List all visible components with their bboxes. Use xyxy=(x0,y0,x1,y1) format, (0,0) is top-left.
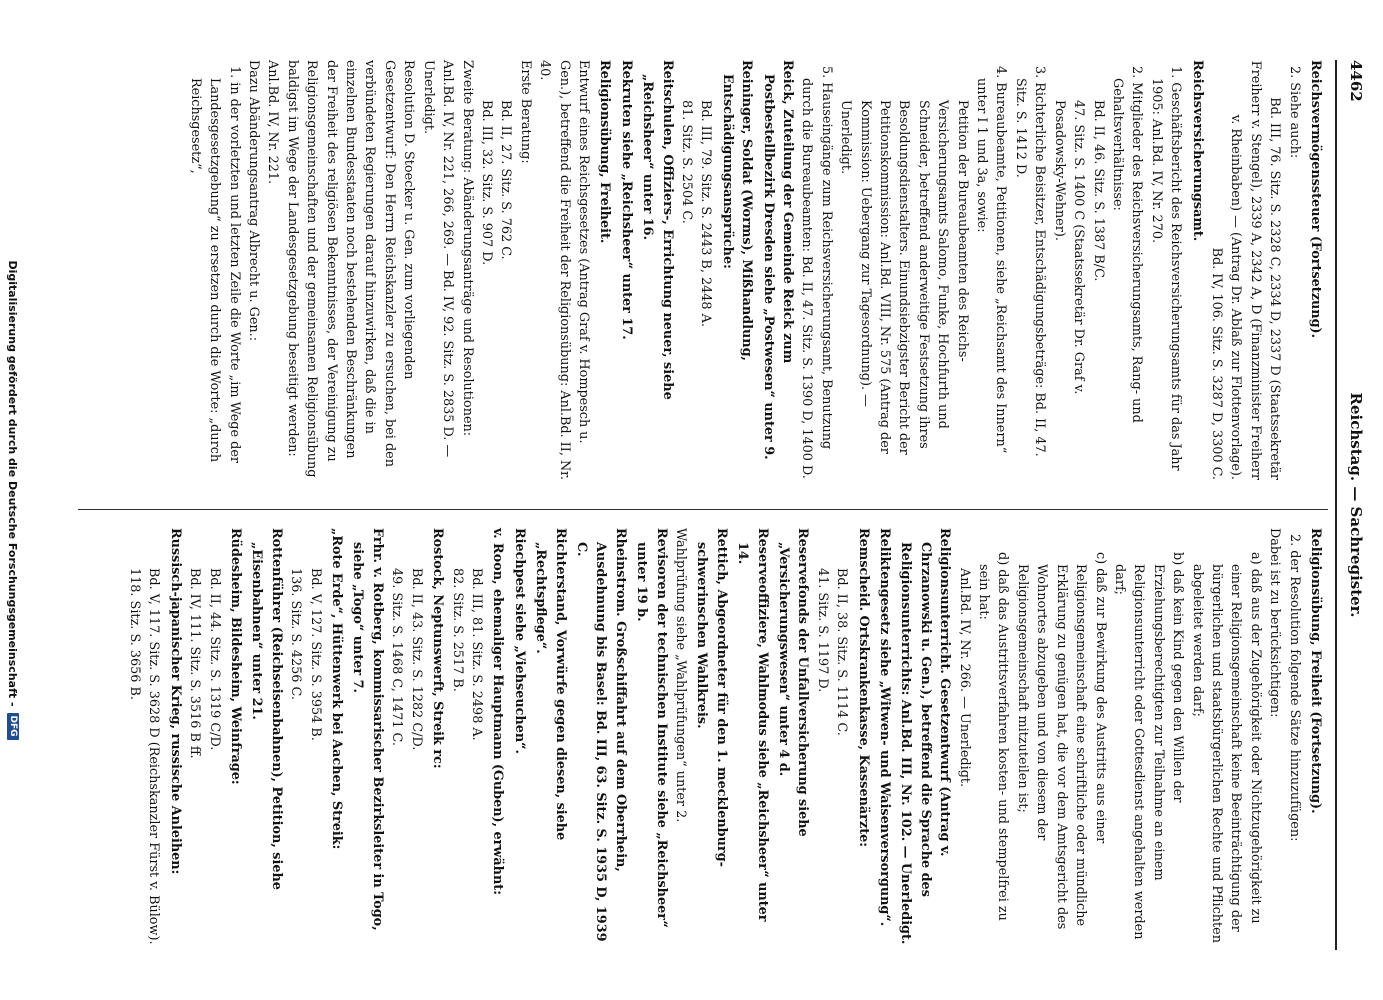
index-reference: Bd. V, 117. Sitz. S. 3628 D (Reichskanzler Fürst v. Bülow). xyxy=(146,568,162,945)
footer xyxy=(0,0,26,1000)
dfg-logo: DFG xyxy=(7,713,19,740)
index-line: Erste Beratung: xyxy=(517,60,533,164)
index-entry-heading: Rüdesheim, Bildesheim, Weinfrage: xyxy=(228,528,244,785)
index-reference: Bd. II, 43. Sitz. S. 1282 C/D. xyxy=(408,568,424,751)
index-entry-heading: Religionsunterricht. Gesetzentwurf (Antrag v. Chrzanowski u. Gen.), betreffend die Sprache des Religionsunterrichts: Anl.Bd. III, Nr. 102. — Unerledigt. xyxy=(898,528,953,945)
index-entry-heading: Russisch-japanischer Krieg, russische Anleihen: xyxy=(167,528,183,875)
index-reference: 49. Sitz. S. 1468 C, 1471 C. xyxy=(389,568,405,746)
index-entry-heading: „Rote Erde“, Hüttenwerk bei Aachen, Streik: xyxy=(329,528,345,850)
running-title: Reichstag. — Sachregister. xyxy=(1347,392,1365,618)
right-column xyxy=(125,528,1325,948)
column-divider xyxy=(78,509,1328,510)
footer-text: Digitalisierung gefördert durch die Deutsche Forschungsgemeinschaft - xyxy=(6,260,20,707)
index-reference: 136. Sitz. S. 4256 C. xyxy=(288,568,304,700)
index-subentry: 5. Hauseingänge zum Reichsversicherungsamt, Benutzung durch die Bureaubeamten: Bd. II, 47. Sitz. S. 1390 D, 1400 D. xyxy=(799,66,834,479)
index-line: Dabei ist zu berücksichtigen: xyxy=(1267,528,1283,718)
index-entry-heading: Reick, Zuteilung der Gemeinde Reick zum Postbestellbezirk Dresden siehe „Postwesen“ unter 9. xyxy=(760,60,796,460)
index-line: Resolution D. Stoecker u. Gen. zum vorliegenden Gesetzentwurf: Den Herrn Reichskanzler zu ersuchen, bei den verbündeten Regierungen darauf hinzuwirken, daß die in einzelnen Bundesstaaten noch bestehenden Beschränkungen der Freiheit des religiösen Bekenntnisses, der Vereinigung zu Religionsgemeinschaften und der gemeinsamen Religionsübung baldigst im Wege der Landesgesetzgebung beseitigt werden: Anl.Bd. IV, Nr. 221. xyxy=(265,60,417,478)
index-subentry: 2. der Resolution folgende Sätze hinzuzufügen: xyxy=(1286,534,1302,842)
index-reference: Bd. III, 76. Sitz. S. 2328 C, 2334 D, 2337 D (Staatssekretär Freiherr v. Stengel), 2339 A, 2342 A, D (Finanzminister Freiherr v. Rheinbaben) — (Antrag Dr. Ablaß zur Flottenvorlage). xyxy=(1228,60,1283,480)
index-entry-heading: Reichsvermögenssteuer (Fortsetzung). xyxy=(1308,60,1323,339)
index-reference: 118. Sitz. S. 3656 B. xyxy=(127,568,143,700)
index-reference: 81. Sitz. S. 2504 C. xyxy=(679,100,694,224)
index-reference: 82. Sitz. S. 2517 B. xyxy=(449,568,465,692)
index-subsubentry: d) daß das Austrittsverfahren kosten- und stempelfrei zu sein hat: xyxy=(976,552,1011,921)
index-reference: Anl.Bd. IV, Nr. 266. — Unerledigt. xyxy=(956,568,972,788)
index-entry-heading: Rettich, Abgeordneter für den 1. mecklenburg-schwerinschen Wahlkreis. xyxy=(694,528,729,867)
index-entry-heading: Riechpest siehe „Viehseuchen“. xyxy=(511,528,527,755)
index-subentry: 4. Bureaubeamte, Petitionen, siehe „Reichsamt des Innern“ unter I 1 und 3a, sowie: xyxy=(974,66,1009,454)
index-entry-heading: Religionsübung, Freiheit (Fortsetzung). xyxy=(1308,528,1323,814)
index-reference: Bd. III, 79. Sitz. S. 2443 B, 2448 A. xyxy=(698,100,714,327)
index-entry-heading: Rostock, Neptunswerft, Streik rc: xyxy=(430,528,446,769)
index-subsubentry: a) daß aus der Zugehörigkeit oder Nichtzugehörigkeit zu einer Religionsgemeinschaft keine Beeinträchtigung der bürgerlichen und staatsbürgerlichen Rechte und Pflichten abgeleitet werden darf; xyxy=(1189,552,1263,943)
index-reference: Bd. V, 127. Sitz. S. 3954 B. xyxy=(307,568,323,741)
index-entry-heading: Richterstand, Vorwürfe gegen diesen, siehe „Rechtspflege“. xyxy=(533,528,568,841)
index-line: Wahlprüfung siehe „Wahlprüfungen“ unter 2. xyxy=(673,528,688,823)
index-entry-heading: Rottenführer (Reichseisenbahnen), Petition, siehe „Eisenbahnen“ unter 21. xyxy=(249,528,284,890)
index-subsubentry: c) daß zur Bewirkung des Austritts aus einer Religionsgemeinschaft eine schriftliche oder mündliche Erklärung zu genügen hat, die vor dem Amtsgericht des Wohnortes abzugeben und von diesem der Religionsgemeinschaft mitzuteilen ist; xyxy=(1014,552,1108,930)
index-entry-heading: Remscheid. Ortskrankenkasse, Kassenärzte: xyxy=(855,528,871,847)
index-entry-heading: Reliktengesetz siehe „Witwen- und Waisenversorgung“. xyxy=(877,528,893,927)
index-reference: Bd. IV, 106. Sitz. S. 3287 D, 3300 C. xyxy=(1208,247,1224,480)
index-entry-heading: Revisoren der technischen Institute siehe „Reichsheer“ unter 19 b. xyxy=(634,528,669,928)
index-reference: Bd. II, 38. Sitz. S. 1114 C. xyxy=(834,568,850,736)
page-number: 4462 xyxy=(1347,60,1365,102)
index-entry-heading: Reserveoffiziere, Wahlmodus siehe „Reichsheer“ unter 14. xyxy=(735,528,770,922)
index-entry-heading: Reininger, Soldat (Worms), Mißhandlung, Entschädigungsansprüche: xyxy=(719,60,755,362)
index-subentry: 3. Richterliche Beisitzer, Entschädigungsbeträge: Bd. II, 47. Sitz. S. 1412 D. xyxy=(1012,66,1048,457)
page-header xyxy=(1341,60,1365,950)
index-reference: Petition der Bureaubeamten des Reichs-Versicherungsamts Salomo, Funke, Hochfurth und Schneider, betreffend anderweitige Festsetzung ihres Besoldungsdienstalters. Einundsiebzigster Bericht der Petitionskommission: Anl.Bd. VIII, Nr. 575 (Antrag der Kommission: Uebergang zur Tagesordnung). — Unerledigt. xyxy=(838,100,970,455)
index-line: Dazu Abänderungsantrag Albrecht u. Gen.: xyxy=(246,60,262,342)
index-entry-heading: Rheinstrom. Großschiffahrt auf dem Oberrhein, Ausdehnung bis Basel: Bd. III, 63. Sitz. S. 1935 D, 1939 C. xyxy=(573,528,628,942)
index-reference: 47. Sitz. S. 1400 C (Staatssekretär Dr. Graf v. Posadowsky-Wehner). xyxy=(1051,100,1087,395)
header-rule xyxy=(1335,60,1337,950)
index-reference: Bd. IV, 111. Sitz. S. 3516 B ff. xyxy=(187,568,203,759)
index-subentry: 1. in der vorletzten und letzten Zeile die Worte „im Wege der Landesgesetzgebung“ zu ersetzen durch die Worte: „durch Reichsgesetz“, xyxy=(187,66,242,464)
index-entry-heading: Rekruten siehe „Reichsheer“ unter 17. xyxy=(618,60,634,340)
index-entry-heading: Religionsübung, Freiheit. xyxy=(597,60,613,244)
index-subentry: 2. Mitglieder des Reichsversicherungsamts, Rang- und Gehaltsverhältnisse: xyxy=(1109,66,1145,423)
index-subsubentry: b) daß kein Kind gegen den Willen der Erziehungsberechtigten zur Teilnahme an einem Religionsunterricht oder Gottesdienst angehalten werden darf; xyxy=(1111,552,1186,940)
index-entry-heading: v. Roon, ehemaliger Hauptmann (Guben), erwähnt: xyxy=(490,528,506,895)
index-reference: Bd. II, 27. Sitz. S. 762 C. xyxy=(498,100,514,260)
index-entry-heading: Frhr. v. Rotberg, kommissarischer Bezirksleiter in Togo, siehe „Togo“ unter 7. xyxy=(350,528,385,931)
index-entry-heading: Reitschulen, Offiziers-, Errichtung neuer, siehe „Reichsheer“ unter 16. xyxy=(640,60,675,400)
index-entry-heading: Reichsversicherungsamt. xyxy=(1189,60,1205,242)
index-reference: Bd. II, 46. Sitz. S. 1387 B/C. xyxy=(1090,100,1106,282)
index-subentry: 2. Siehe auch: xyxy=(1286,66,1302,159)
index-reference: Bd. III, 81. Sitz. S. 2498 A. xyxy=(468,568,484,741)
index-reference: Bd. III, 32. Sitz. S. 907 D. xyxy=(478,100,494,266)
index-reference: Bd. II, 44. Sitz. S. 1319 C/D. xyxy=(206,568,222,751)
index-line: Entwurf eines Reichsgesetzes (Antrag Graf v. Hompesch u. Gen.), betreffend die Freiheit der Religionsübung: Anl.Bd. II, Nr. 40. xyxy=(537,60,591,480)
index-line: Zweite Beratung: Abänderungsanträge und Resolutionen: Anl.Bd. IV, Nr. 221, 266, 269. — Bd. IV, 92. Sitz. S. 2835 D. — Unerledigt. xyxy=(420,60,475,458)
index-subentry: 1. Geschäftsbericht des Reichsversicherungsamts für das Jahr 1905: Anl.Bd. IV, Nr. 270. xyxy=(1148,66,1184,471)
left-column xyxy=(185,60,1325,480)
index-reference: 41. Sitz. S. 1197 D. xyxy=(814,568,830,693)
index-entry-heading: Reservefonds der Unfallversicherung siehe „Versicherungswesen“ unter 4 d. xyxy=(776,528,811,837)
